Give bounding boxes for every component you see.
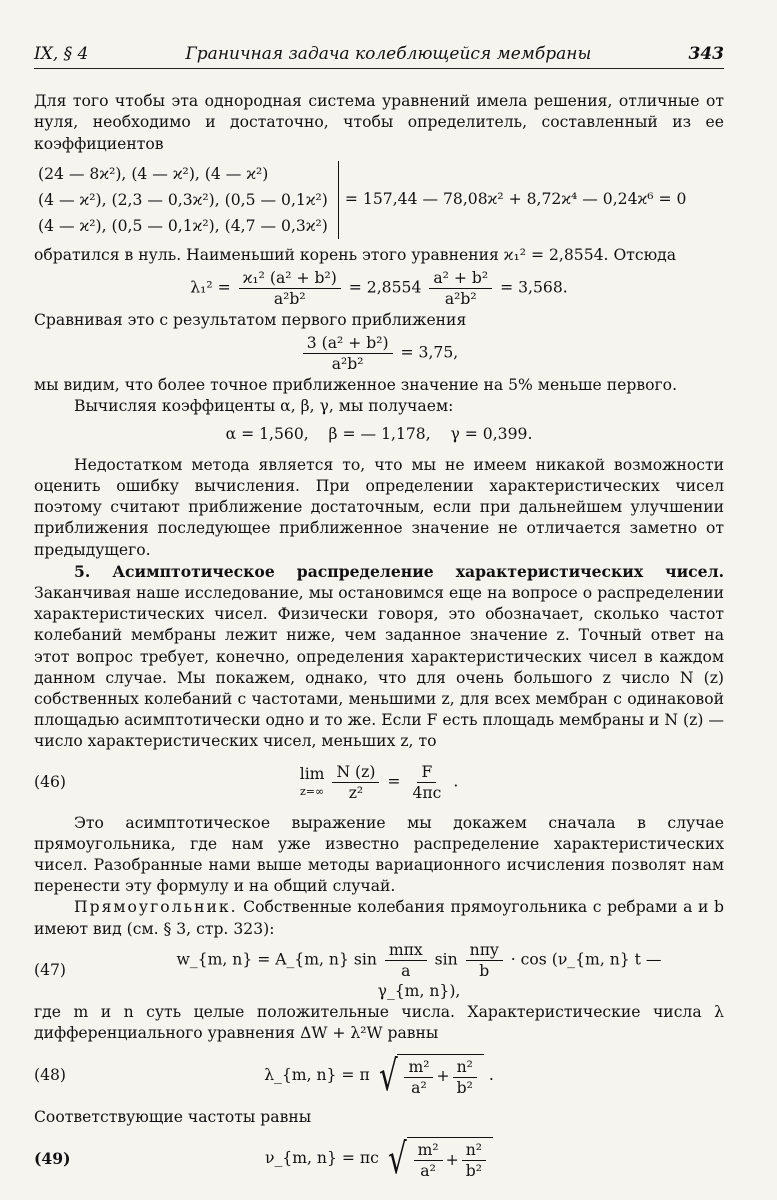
frac-den: a²b² (444, 289, 477, 308)
limit-label: lim (299, 764, 325, 783)
paragraph-11: Соответствующие частоты равны (34, 1107, 312, 1126)
equation-46 (34, 753, 724, 813)
paragraph-5: Вычисляя коэффиценты α, β, γ, мы получаем: (74, 397, 454, 416)
eq47-rhs: · cos (ν_{m, n} t — γ_{m, n}), (377, 950, 662, 1000)
frac-num: a² + b² (429, 268, 492, 289)
subheading: Прямоугольник. (74, 898, 238, 917)
paragraph-1: Для того чтобы эта однородная система уравнений имела решения, отличные от нуля, необходимо и достаточно, чтобы определитель, составленный из ее коэффициентов (34, 92, 724, 153)
frac-num: 3 (a² + b²) (303, 333, 393, 354)
frac-den: a²b² (273, 289, 306, 308)
section-heading: 5. Асимптотическое распределение характеристических чисел. (74, 561, 724, 581)
radicand (407, 1137, 493, 1181)
frac-num: F (417, 762, 436, 783)
frac-den: z² (348, 784, 364, 803)
equation-number: (48) (34, 1065, 67, 1084)
equation-coefficients: α = 1,560, β = — 1,178, γ = 0,399. (225, 424, 533, 443)
equation-49 (34, 1128, 724, 1190)
frac-den: b² (465, 1161, 482, 1180)
frac-den: a (401, 961, 411, 980)
frac-den: 4πc (412, 784, 442, 803)
eq47-frac1 (385, 940, 427, 981)
frac-den: b (479, 961, 490, 980)
page-title: Граничная задача колеблющейся мембраны (185, 44, 592, 64)
frac-num: nπy (466, 940, 503, 961)
eq46-end: . (453, 772, 459, 791)
eq48-end: . (488, 1065, 494, 1084)
eq47-mid: sin (434, 950, 458, 969)
frac-num: N (z) (332, 762, 379, 783)
radicand-frac-a (414, 1140, 443, 1181)
radicand-frac-b (462, 1140, 486, 1181)
page-number: 343 (688, 44, 724, 64)
determinant-result: = 157,44 — 78,08ϰ² + 8,72ϰ⁴ — 0,24ϰ⁶ = 0 (344, 190, 687, 209)
equation-first (34, 331, 724, 375)
paragraph-9-text: Собственные колебания прямоугольника с ребрами a и b имеют вид (см. § 3, стр. 323): (34, 898, 724, 938)
eq-first-frac (303, 333, 393, 374)
paragraph-4: мы видим, что более точное приближенное значение на 5% меньше первого. (34, 376, 678, 395)
equation-48 (34, 1045, 724, 1107)
determinant-row: (24 — 8ϰ²), (4 — ϰ²), (4 — ϰ²) (38, 164, 269, 183)
radicand-frac-b (453, 1057, 477, 1098)
determinant-row: (4 — ϰ²), (2,3 — 0,3ϰ²), (0,5 — 0,1ϰ²) (38, 190, 328, 209)
eq49-lhs: ν_{m, n} = πc (265, 1148, 379, 1167)
frac-num: m² (404, 1057, 433, 1078)
paragraph-8: Это асимптотическое выражение мы докажем сначала в случае прямоугольника, где нам уже известно распределение характеристических чисел. Разобранные нами выше методы вариационного исчисления позволят нам перенести эту формулу и на общий случай. (34, 813, 724, 896)
paragraph-6: Недостатком метода является то, что мы не имеем никакой возможности оценить ошибку вычисления. При определении характеристических чисел поэтому считают приближение достаточным, если при дальнейшем улучшении приближения последующее приближенное значение не отличается заметно от предыдущего. (34, 455, 724, 559)
radicand-frac-a (404, 1057, 433, 1098)
paragraph-2: обратился в нуль. Наименьший корень этого уравнения ϰ₁² = 2,8554. Отсюда (34, 245, 677, 264)
eq47-lhs: w_{m, n} = A_{m, n} sin (176, 950, 377, 969)
running-header (34, 44, 724, 69)
frac-num: ϰ₁² (a² + b²) (239, 268, 341, 289)
paragraph-7 (34, 561, 724, 753)
eq-lambda-frac1 (239, 268, 341, 309)
eq-lambda-lhs: λ₁² = (190, 278, 231, 297)
frac-den: b² (456, 1078, 473, 1097)
determinant-row: (4 — ϰ²), (0,5 — 0,1ϰ²), (4,7 — 0,3ϰ²) (38, 216, 328, 235)
limit (300, 765, 325, 801)
square-root (375, 1050, 484, 1100)
plus-sign: + (436, 1067, 450, 1086)
eq-lambda-mid: = 2,8554 (348, 278, 422, 297)
eq47-frac2 (466, 940, 503, 981)
frac-den: a² (420, 1161, 436, 1180)
paragraph-9 (34, 897, 724, 939)
frac-den: a² (411, 1078, 427, 1097)
limit-sub: z=∞ (299, 784, 325, 798)
section-ref: IX, § 4 (34, 44, 89, 64)
paragraph-3: Сравнивая это с результатом первого приближения (34, 311, 467, 330)
equation-lambda (34, 266, 724, 310)
frac-num: n² (453, 1057, 477, 1078)
determinant-rows (38, 161, 339, 239)
equation-47 (34, 940, 724, 1002)
equation-number: (47) (34, 961, 67, 980)
page (34, 44, 724, 1190)
plus-sign: + (445, 1150, 459, 1169)
radicand (397, 1054, 483, 1098)
eq46-left-frac (332, 762, 379, 803)
radical-sign: √ (378, 1050, 398, 1100)
determinant (38, 161, 724, 239)
radical-sign: √ (387, 1133, 407, 1183)
eq48-lhs: λ_{m, n} = π (264, 1065, 370, 1084)
paragraph-10: где m и n суть целые положительные числа. Характеристические числа λ дифференциального уравнения ΔW + λ²W равны (34, 1003, 724, 1043)
frac-num: mπx (385, 940, 427, 961)
frac-num: n² (462, 1140, 486, 1161)
eq46-right-frac (408, 762, 445, 803)
eq-lambda-rhs: = 3,568. (500, 278, 568, 297)
paragraph-7-text: Заканчивая наше исследование, мы остановимся еще на вопросе о распределении характеристических чисел. Физически говоря, это обозначает, сколько частот колебаний мембраны лежит ниже, чем заданное значение z. Точный ответ на этот вопрос требует, конечно, определения характеристических чисел в каждом данном случае. Мы покажем, однако, что для очень большого z число N (z) собственных колебаний с частотами, меньшими z, для всех мембран с одинаковой площадью асимптотически одно и то же. Если F есть площадь мембраны и N (z) — число характеристических чисел, меньших z, то (34, 584, 724, 751)
equation-number: (46) (34, 773, 67, 792)
square-root (384, 1133, 493, 1183)
frac-num: m² (414, 1140, 443, 1161)
eq46-equals: = (387, 772, 401, 791)
frac-den: a²b² (331, 354, 364, 373)
eq-first-rhs: = 3,75, (400, 343, 459, 362)
eq-lambda-frac2 (429, 268, 492, 309)
equation-number: (49) (34, 1149, 71, 1169)
